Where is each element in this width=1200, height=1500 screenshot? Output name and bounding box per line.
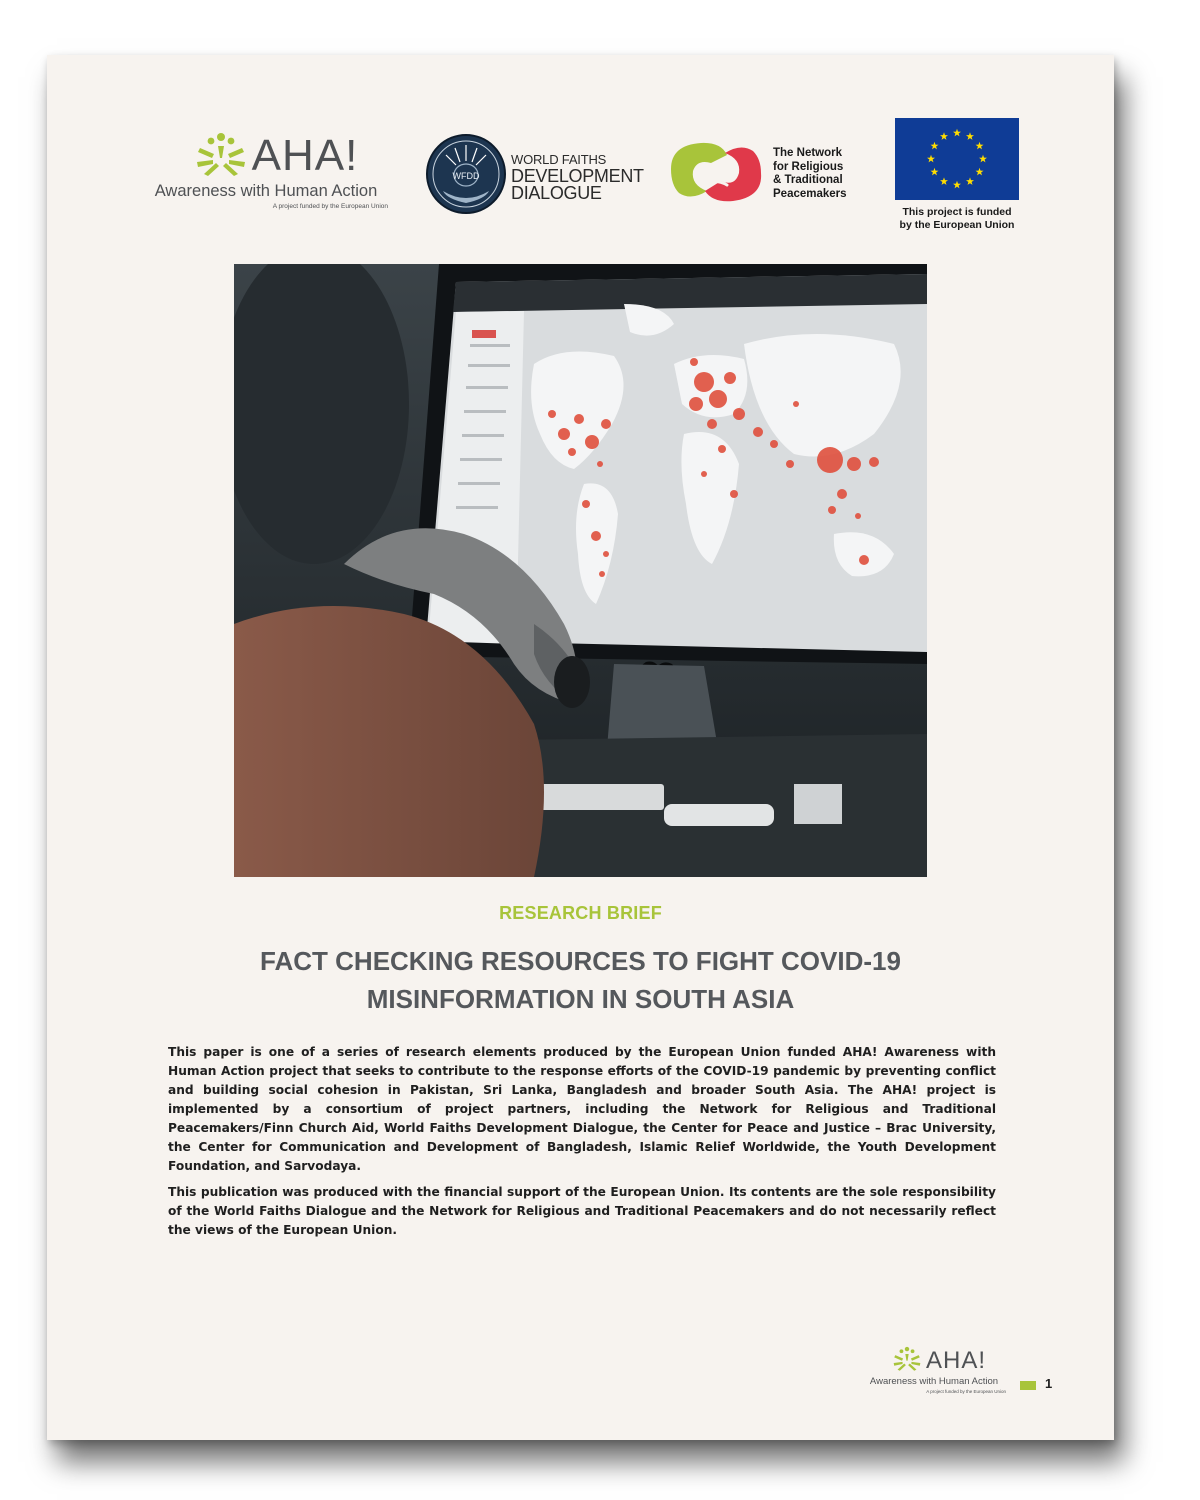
wfdd-line3: DIALOGUE — [511, 182, 602, 203]
aha-wordmark: AHA! — [251, 131, 359, 180]
nrtp-line3: & Traditional — [773, 174, 843, 186]
page-number-marker — [1020, 1381, 1036, 1390]
eu-caption-line2: by the European Union — [899, 219, 1015, 231]
disclaimer-paragraph: This publication was produced with the financial support of the European Union. Its contents are the sole responsibility of the World Faiths Dialogue and the Network for Religious and Traditional Peacemakers and do not necessarily reflect the views of the European Union. — [168, 1185, 996, 1237]
wfdd-line1: WORLD FAITHS — [511, 151, 607, 167]
nrtp-logo — [667, 139, 867, 209]
clasped-hands-icon — [667, 139, 765, 209]
nrtp-line2: for Religious — [773, 160, 844, 173]
footer-aha-wordmark: AHA! — [925, 1346, 986, 1374]
nrtp-line1: The Network — [773, 147, 843, 159]
footer-aha-tagline: Awareness with Human Action — [869, 1376, 999, 1387]
covid-map-monitor-photo — [234, 264, 927, 877]
nrtp-line4: Peacemakers — [773, 187, 847, 200]
eu-flag-icon — [895, 118, 1019, 200]
document-page — [47, 55, 1114, 1440]
aha-tagline: Awareness with Human Action — [154, 182, 378, 200]
footer-aha-logo — [859, 1346, 1009, 1394]
eu-logo — [891, 118, 1023, 232]
research-brief-kicker: RESEARCH BRIEF — [499, 903, 662, 923]
wfdd-globe-emblem-icon — [425, 133, 507, 219]
eu-caption-line1: This project is funded — [902, 206, 1012, 218]
title-line2: MISINFORMATION IN SOUTH ASIA — [366, 984, 795, 1014]
footer-aha-sunburst-icon — [892, 1346, 922, 1375]
aha-sunburst-icon — [194, 132, 248, 180]
title-line1: FACT CHECKING RESOURCES TO FIGHT COVID-19 — [260, 946, 901, 976]
page-number: 1 — [1045, 1376, 1053, 1391]
intro-paragraph: This paper is one of a series of research elements produced by the European Union funded AHA! Awareness with Human Action project that seeks to contribute to the response efforts of the COVID-19 pandemic by preventing conflict and building social cohesion in Pakistan, Sri Lanka, Bangladesh and broader South Asia. The AHA! project is implemented by a consortium of project partners, including the Network for Religious and Traditional Peacemakers/Finn Church Aid, World Faiths Development Dialogue, the Center for Peace and Justice – Brac University, the Center for Communication and Development of Bangladesh, Islamic Relief Worldwide, the Youth Development Foundation, and Sarvodaya. — [168, 1045, 996, 1173]
aha-logo — [141, 131, 391, 231]
wfdd-logo — [425, 135, 645, 217]
page-title — [197, 942, 964, 1018]
wfdd-line2: DEVELOPMENT — [511, 165, 644, 186]
wfdd-emblem-text: WFDD — [452, 171, 480, 181]
footer-aha-fine-print: A project funded by the European Union — [926, 1389, 1006, 1394]
aha-fine-print: A project funded by the European Union — [272, 203, 388, 210]
